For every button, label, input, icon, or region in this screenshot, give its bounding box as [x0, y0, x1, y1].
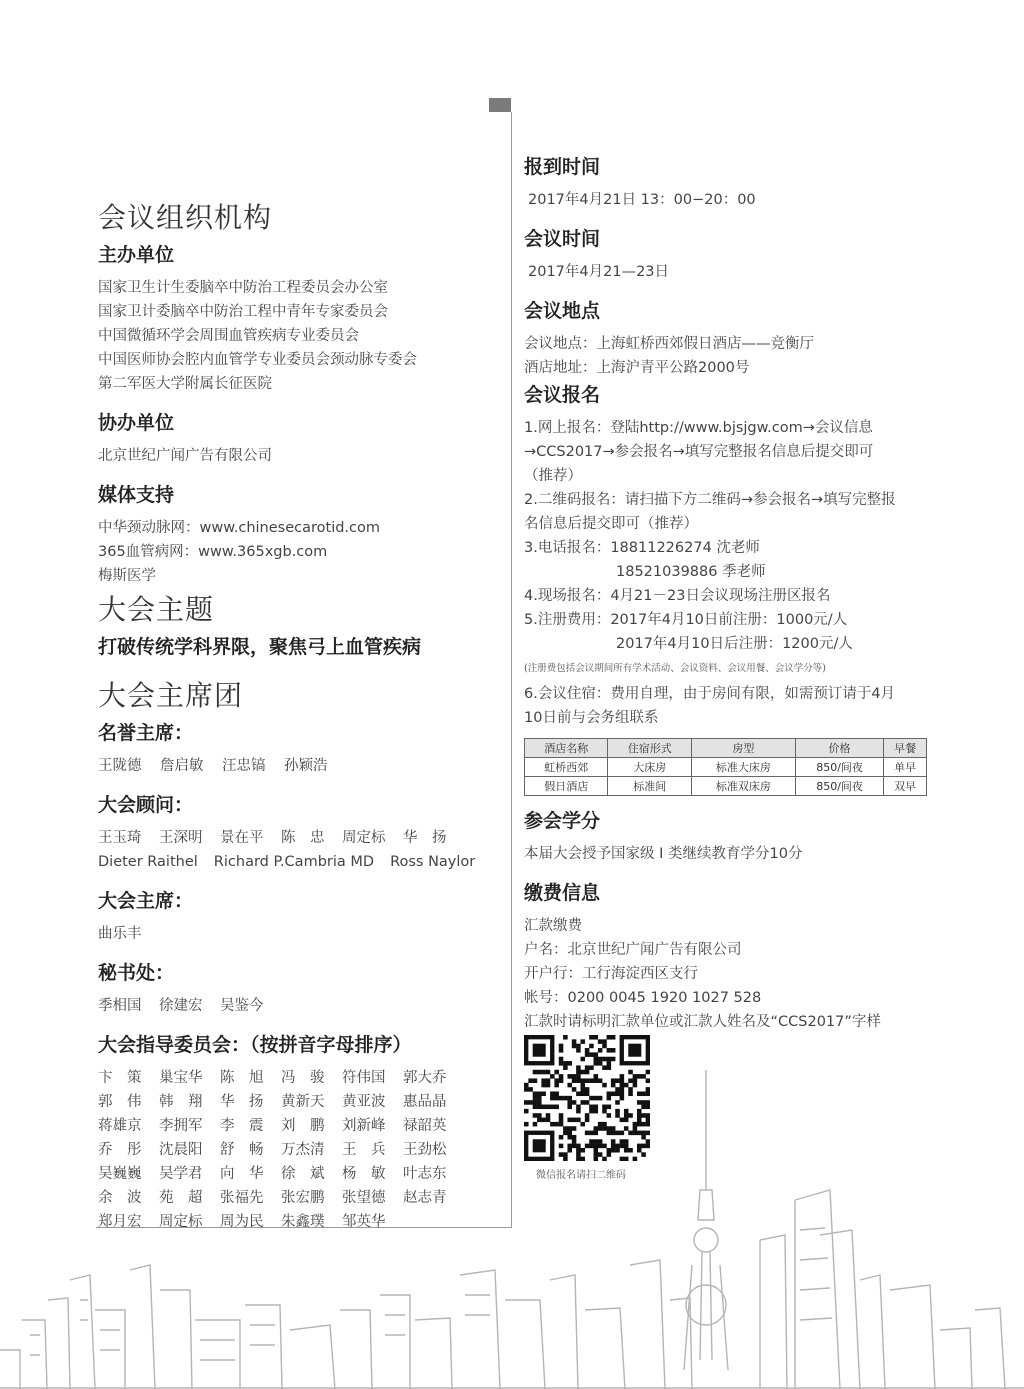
person-name: 卞 策: [98, 1070, 142, 1086]
person-name: 郭 伟: [98, 1094, 142, 1110]
payment-line: 汇款缴费: [524, 918, 582, 934]
venue-line: 会议地点：上海虹桥西郊假日酒店——竞衡厅: [524, 336, 814, 352]
table-cell: 850/间夜: [795, 777, 883, 796]
table-header: 酒店名称: [525, 739, 608, 758]
person-name: Dieter Raithel: [98, 854, 198, 870]
advisor-names: [98, 826, 503, 850]
table-cell: 单早: [884, 758, 927, 777]
registration-line: 2.二维码报名：请扫描下方二维码→参会报名→填写完整报: [524, 492, 896, 508]
registration-fee: 5.注册费用：2017年4月10日前注册：1000元/人: [524, 612, 848, 628]
shanghai-skyline-illustration: [0, 1070, 1024, 1389]
registration-line: 3.电话报名：18811226274 沈老师: [524, 540, 760, 556]
person-name: 禄韶英: [403, 1118, 447, 1134]
checkin-title: 报到时间: [524, 156, 601, 178]
person-name: Ross Naylor: [390, 854, 476, 870]
venue-title: 会议地点: [524, 300, 601, 322]
table-cell: 大床房: [608, 758, 691, 777]
person-name: 赵志青: [403, 1190, 447, 1206]
person-name: 张福先: [220, 1190, 264, 1206]
person-name: 黄亚波: [342, 1094, 386, 1110]
meeting-time: 2017年4月21—23日: [528, 264, 670, 280]
person-name: 乔 彤: [98, 1142, 142, 1158]
person-name: 黄新天: [281, 1094, 325, 1110]
person-name: 郭大乔: [403, 1070, 447, 1086]
person-name: 王深明: [159, 830, 203, 846]
payment-line: 户名：北京世纪广闻广告有限公司: [524, 942, 742, 958]
chairman-title: 大会主席：: [98, 890, 194, 912]
person-name: 陈 旭: [220, 1070, 264, 1086]
venue-line: 酒店地址：上海沪青平公路2000号: [524, 360, 750, 376]
honorary-title: 名誉主席：: [98, 722, 194, 744]
hotel-table: [524, 738, 927, 796]
person-name: 李拥军: [159, 1118, 203, 1134]
media-item: 365血管病网：www.365xgb.com: [98, 544, 328, 560]
table-cell: 假日酒店: [525, 777, 608, 796]
fee-note: (注册费包括会议期间所有学术活动、会议资料、会议用餐、会议学分等): [524, 663, 826, 674]
co-host-title: 协办单位: [98, 412, 175, 434]
table-cell: 标准间: [608, 777, 691, 796]
lodging-line: 10日前与会务组联系: [524, 710, 659, 726]
table-header: 早餐: [884, 739, 927, 758]
vertical-divider: [511, 112, 512, 1228]
person-name: 冯 骏: [281, 1070, 325, 1086]
registration-fee: 2017年4月10日后注册：1200元/人: [616, 636, 853, 652]
registration-phone-2: 18521039886 季老师: [616, 564, 766, 580]
person-name: 王玉琦: [98, 830, 142, 846]
person-name: 符伟国: [342, 1070, 386, 1086]
person-name: 徐 斌: [281, 1166, 325, 1182]
host-item: 国家卫生计生委脑卒中防治工程委员会办公室: [98, 280, 388, 296]
person-name: 季相国: [98, 998, 142, 1014]
person-name: 景在平: [220, 830, 264, 846]
registration-title: 会议报名: [524, 384, 601, 406]
host-item: 第二军医大学附属长征医院: [98, 376, 272, 392]
presidium-title: 大会主席团: [98, 679, 244, 712]
person-name: 陈 忠: [281, 830, 325, 846]
person-name: 叶志东: [403, 1166, 447, 1182]
secretariat-title: 秘书处：: [98, 962, 175, 984]
table-cell: 850/间夜: [795, 758, 883, 777]
table-cell: 标准大床房: [691, 758, 795, 777]
person-name: 刘 鹏: [281, 1118, 325, 1134]
honorary-names: [98, 754, 503, 778]
person-name: 万杰清: [281, 1142, 325, 1158]
person-name: 杨 敏: [342, 1166, 386, 1182]
table-row: [525, 777, 927, 796]
theme-slogan: 打破传统学科界限，聚焦弓上血管疾病: [98, 636, 422, 658]
host-item: 中国医师协会腔内血管学专业委员会颈动脉专委会: [98, 352, 417, 368]
right-column: [524, 152, 934, 1034]
person-name: 舒 畅: [220, 1142, 264, 1158]
person-name: 华 扬: [220, 1094, 264, 1110]
credits-text: 本届大会授予国家级 I 类继续教育学分10分: [524, 846, 803, 862]
person-name: 詹启敏: [160, 758, 204, 774]
lodging-line: 6.会议住宿：费用自理，由于房间有限，如需预订请于4月: [524, 686, 896, 702]
person-name: 张望德: [342, 1190, 386, 1206]
registration-onsite: 4.现场报名：4月21－23日会议现场注册区报名: [524, 588, 831, 604]
person-name: 徐建宏: [159, 998, 203, 1014]
person-name: 周定标: [342, 830, 386, 846]
payment-title: 缴费信息: [524, 882, 601, 904]
person-name: 刘新峰: [342, 1118, 386, 1134]
meeting-time-title: 会议时间: [524, 228, 601, 250]
person-name: 吴巍巍: [98, 1166, 142, 1182]
qr-caption: 微信报名请扫二维码: [536, 1170, 626, 1181]
person-name: 韩 翔: [159, 1094, 203, 1110]
person-name: 沈晨阳: [159, 1142, 203, 1158]
credits-title: 参会学分: [524, 810, 601, 832]
media-item: 中华颈动脉网：www.chinesecarotid.com: [98, 520, 380, 536]
person-name: 周定标: [159, 1214, 203, 1230]
registration-line: 名信息后提交即可（推荐）: [524, 516, 698, 532]
media-title: 媒体支持: [98, 484, 175, 506]
person-name: 曲乐丰: [98, 926, 142, 942]
person-name: 邹英华: [342, 1214, 386, 1230]
table-header: 房型: [691, 739, 795, 758]
payment-line: 开户行：工行海淀西区支行: [524, 966, 698, 982]
host-item: 国家卫计委脑卒中防治工程中青年专家委员会: [98, 304, 388, 320]
person-name: 郑月宏: [98, 1214, 142, 1230]
host-item: 中国微循环学会周围血管疾病专业委员会: [98, 328, 359, 344]
person-name: 汪忠镐: [222, 758, 266, 774]
person-name: 巢宝华: [159, 1070, 203, 1086]
person-name: 周为民: [220, 1214, 264, 1230]
table-header: 价格: [795, 739, 883, 758]
person-name: 朱鑫璞: [281, 1214, 325, 1230]
table-cell: 双早: [884, 777, 927, 796]
person-name: 向 华: [220, 1166, 264, 1182]
registration-line: 1.网上报名：登陆http://www.bjsjgw.com→会议信息: [524, 420, 873, 436]
corner-tab: [489, 98, 511, 112]
registration-line: （推荐）: [524, 468, 582, 484]
steering-title: 大会指导委员会：（按拼音字母排序）: [98, 1034, 412, 1056]
payment-line: 汇款时请标明汇款单位或汇款人姓名及“CCS2017”字样: [524, 1014, 881, 1030]
co-host-item: 北京世纪广闻广告有限公司: [98, 448, 272, 464]
person-name: 惠品晶: [403, 1094, 447, 1110]
table-row: [525, 758, 927, 777]
person-name: 蒋雄京: [98, 1118, 142, 1134]
payment-line: 帐号：0200 0045 1920 1027 528: [524, 990, 762, 1006]
person-name: 孙颖浩: [284, 758, 328, 774]
person-name: 苑 超: [159, 1190, 203, 1206]
checkin-time: 2017年4月21日 13：00−20：00: [528, 192, 756, 208]
person-name: 吴鉴今: [220, 998, 264, 1014]
person-name: 王 兵: [342, 1142, 386, 1158]
person-name: 华 扬: [403, 830, 447, 846]
chairman-names: [98, 922, 503, 946]
org-title: 会议组织机构: [98, 201, 273, 234]
advisors-title: 大会顾问：: [98, 794, 194, 816]
media-item: 梅斯医学: [98, 568, 156, 584]
advisor-names-en: [98, 850, 503, 874]
table-cell: 虹桥西郊: [525, 758, 608, 777]
person-name: 王劲松: [403, 1142, 447, 1158]
person-name: 李 震: [220, 1118, 264, 1134]
person-name: Richard P.Cambria MD: [213, 854, 375, 870]
table-header: 住宿形式: [608, 739, 691, 758]
person-name: 余 波: [98, 1190, 142, 1206]
secretariat-names: [98, 994, 503, 1018]
table-cell: 标准双床房: [691, 777, 795, 796]
host-title: 主办单位: [98, 244, 175, 266]
theme-title: 大会主题: [98, 593, 215, 626]
person-name: 王陇德: [98, 758, 142, 774]
person-name: 张宏鹏: [281, 1190, 325, 1206]
person-name: 吴学君: [159, 1166, 203, 1182]
registration-line: →CCS2017→参会报名→填写完整报名信息后提交即可: [524, 444, 874, 460]
